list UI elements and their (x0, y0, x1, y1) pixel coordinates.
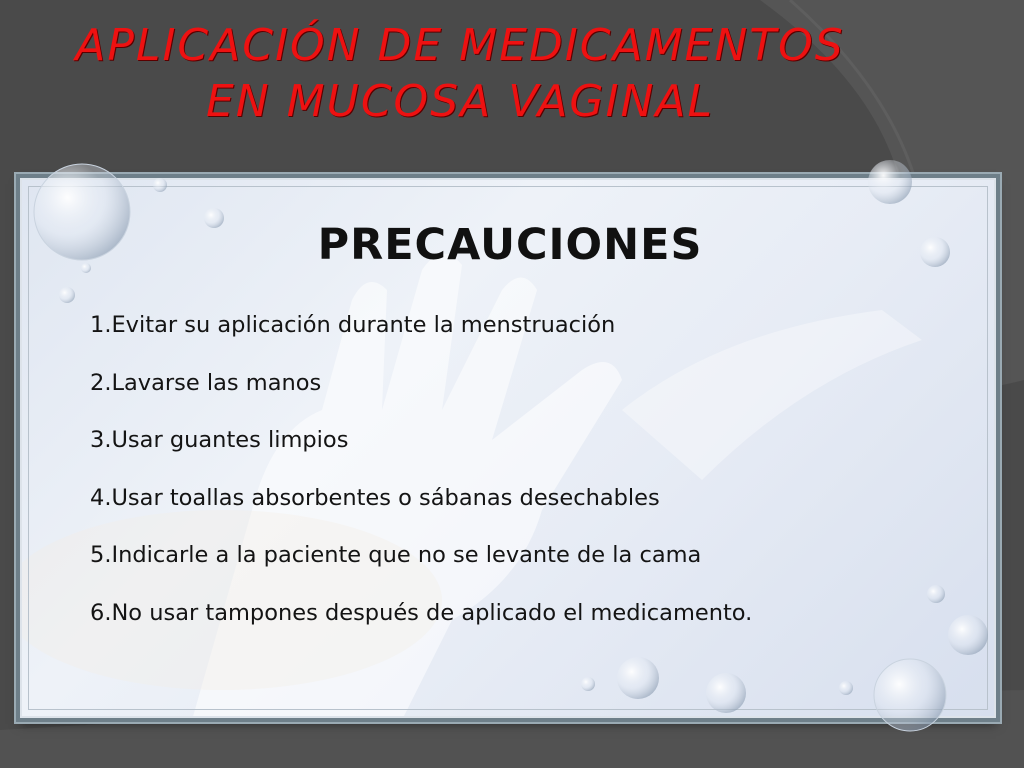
slide-heading: PRECAUCIONES (317, 220, 703, 270)
precautions-list (90, 310, 752, 655)
slide-title-line-1: APLICACIÓN DE MEDICAMENTOS (75, 20, 845, 71)
list-item: 5.Indicarle a la paciente que no se levante de la cama (90, 542, 702, 568)
list-item: 4.Usar toallas absorbentes o sábanas desechables (90, 484, 660, 511)
list-item: 6.No usar tampones después de aplicado el medicamento. (90, 599, 753, 626)
slide-title-line-2: EN MUCOSA VAGINAL (205, 76, 715, 127)
list-item: 2.Lavarse las manos (90, 369, 322, 396)
slide-title (0, 18, 920, 130)
content-card (20, 178, 996, 718)
list-item: 3.Usar guantes limpios (90, 427, 349, 453)
list-item: 1.Evitar su aplicación durante la menstruación (90, 312, 616, 338)
